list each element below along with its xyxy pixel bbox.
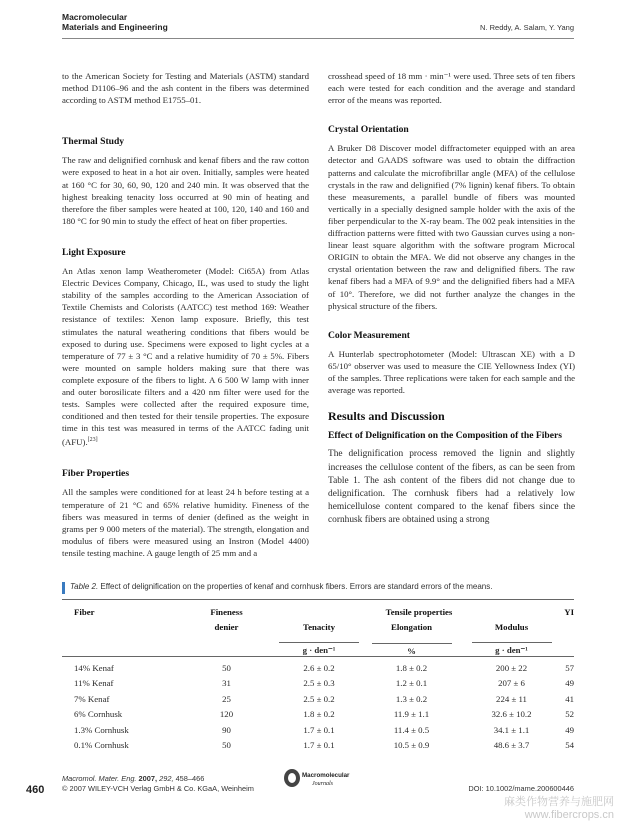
journal-reference: Macromol. Mater. Eng. 2007, 292, 458–466 © 2007 WILEY-VCH Verlag GmbH & Co. KGaA, Weinheim	[62, 774, 254, 793]
section-heading-color: Color Measurement	[328, 329, 410, 341]
unit-elongation: %	[407, 645, 416, 656]
col-header-denier: denier	[214, 622, 239, 633]
unit-tenacity: g · den⁻¹	[302, 645, 336, 655]
journals-logo	[282, 766, 350, 794]
right-column	[328, 70, 575, 528]
table-row: 14% Kenaf 50 2.6 ± 0.2 1.8 ± 0.2 200 ± 22 57	[74, 662, 574, 673]
svg-text:Macromolecular: Macromolecular	[302, 772, 350, 779]
intro-paragraph: to the American Society for Testing and Materials (ASTM) standard method D1106–96 and the ash content in the fibers was determined according to ASTM method E1755–01.	[62, 71, 309, 106]
section-heading-crystal: Crystal Orientation	[328, 124, 409, 136]
table-row: 6% Cornhusk 120 1.8 ± 0.2 11.9 ± 1.1 32.6 ± 10.2 52	[74, 709, 574, 720]
effect-paragraph: The delignification process removed the lignin and slightly increases the cellulose content of the fibers, as can be seen from Table 1. The ash content of the fibers did not change due to delignification. The cornhusk fibers had a relatively low hemicellulose content compared to the kenaf fibers since the cornhusk fibers are obtained using a strong	[328, 449, 575, 526]
page-number: 460	[26, 784, 45, 796]
thermal-paragraph: The raw and delignified cornhusk and kenaf fibers and the raw cotton were exposed to heat in a hot air oven. Initially, samples were heated at 160 °C for 30, 60, 90, 120 and 240 min. It was observed that the highest breaking tenacity loss occurred at 90 min of heating and therefore the fiber samples were heated at 100, 120, 140 and 160 and 180 °C for 90 min to study the effect of heat on fiber properties.	[62, 155, 309, 226]
unit-modulus: g · den⁻¹	[495, 645, 528, 655]
table-row: 1.3% Cornhusk 90 1.7 ± 0.1 11.4 ± 0.5 34.1 ± 1.1 49	[74, 724, 574, 735]
subsection-heading-effect: Effect of Delignification on the Composition of the Fibers	[328, 430, 562, 442]
col-header-fiber: Fiber	[74, 606, 95, 617]
section-heading-results: Results and Discussion	[328, 409, 445, 424]
intro-paragraph: crosshead speed of 18 mm · min⁻¹ were used. Three sets of ten fibers each were tested for each condition and the average and standard error of the means was reported.	[328, 71, 575, 106]
fiber-paragraph: All the samples were conditioned for at least 24 h before testing at a temperature of 21 °C and 65% relative humidity. Fineness of the fibers was measured in terms of denier (defined as the weight in grams per 9 000 meters of the material). The strength, elongation and modulus of fibers were measured using an Instron (Model 4400) tensile testing machine. A gauge length of 25 mm and a	[62, 487, 309, 558]
watermark: 麻类作物营养与施肥网 www.fibercrops.cn	[504, 796, 614, 821]
citation: [23]	[87, 437, 98, 444]
col-header-fineness: Fineness	[210, 606, 243, 617]
col-header-elongation: Elongation	[390, 622, 433, 633]
table-caption-marker	[62, 582, 65, 594]
journal-name: Macromolecular Materials and Engineering	[62, 12, 168, 32]
col-header-tenacity: Tenacity	[303, 622, 335, 633]
color-paragraph: A Hunterlab spectrophotometer (Model: Ultrascan XE) with a D 65/10° observer was used to measure the CIE Yellowness Index (YI) of the samples. Three replications were taken for each sample and the average was reported.	[328, 348, 575, 396]
properties-table	[62, 604, 574, 753]
crystal-paragraph: A Bruker D8 Discover model diffractometer equipped with an area detector and GAADS software was used to obtain the diffraction patterns and calculate the microfibrillar angle (MFA) of the cellulose crystals in the raw and delignified (7% lignin) kenaf fibers. To obtain these measurements, a parallel bundle of fibers was mounted vertically in a specially designed sample holder with the axis of the fiber perpendicular to the X-ray beam. The 002 peak intensities in the diffraction patterns were fitted with two Gaussian curves using a non-linear least square algorithm with the software program Microcal ORIGIN to obtain the MFA. We did not observe any changes in the crystal orientation between the raw and delignified fibers. The raw kenaf fibers had a MFA of 9.9° and the delignified fibers had a MFA of 10°. Therefore, we did not further analyze the changes in the physical structure of the fibers.	[328, 143, 575, 311]
copyright: © 2007 WILEY-VCH Verlag GmbH & Co. KGaA, Weinheim	[62, 784, 254, 793]
svg-text:Journals: Journals	[312, 781, 333, 787]
doi: DOI: 10.1002/mame.200600446	[468, 784, 574, 793]
left-column	[62, 70, 309, 559]
table-caption: Table 2. Effect of delignification on the properties of kenaf and cornhusk fibers. Errors are standard errors of the means.	[70, 582, 493, 591]
section-heading-light: Light Exposure	[62, 246, 126, 258]
col-header-tensile: Tensile properties	[385, 606, 453, 617]
authors: N. Reddy, A. Salam, Y. Yang	[480, 23, 574, 32]
col-header-modulus: Modulus	[494, 622, 529, 633]
table-row: 11% Kenaf 31 2.5 ± 0.3 1.2 ± 0.1 207 ± 6 49	[74, 678, 574, 689]
section-heading-fiber: Fiber Properties	[62, 468, 130, 480]
col-header-yi: YI	[564, 606, 574, 617]
table-row: 0.1% Cornhusk 50 1.7 ± 0.1 10.5 ± 0.9 48.6 ± 3.7 54	[74, 740, 574, 751]
table-row: 7% Kenaf 25 2.5 ± 0.2 1.3 ± 0.2 224 ± 11 41	[74, 693, 574, 704]
section-heading-thermal: Thermal Study	[62, 136, 125, 148]
light-paragraph: An Atlas xenon lamp Weatherometer (Model: Ci65A) from Atlas Electric Devices Company, Chicago, IL, was used to study the light stability of the samples according to the American Association of Textile Chemists and Colorists (AATCC) test method 169: Weather resistance of textiles: Xenon lamp exposure. Briefly, this test stimulates the natural weathering conditions that fibers would be exposed to during use. Specimens were exposed to light cycles at a temperature of 77 ± 3 °C and a relative humidity of 70 ± 5%. Fibers were mounted on sample holders making sure that there was complete exposure of the fibers to light. A 6 500 W lamp with inner and outer borosilicate filters and a 420 nm filter were used for the tests. Samples were collected after the required exposure time, conditioned and then tested for their tensile properties. The exposure time in this test was measured in terms of the AATCC fading unit (AFU).[23]	[62, 266, 309, 448]
table-top-rule	[62, 599, 574, 600]
header-rule	[62, 38, 574, 39]
